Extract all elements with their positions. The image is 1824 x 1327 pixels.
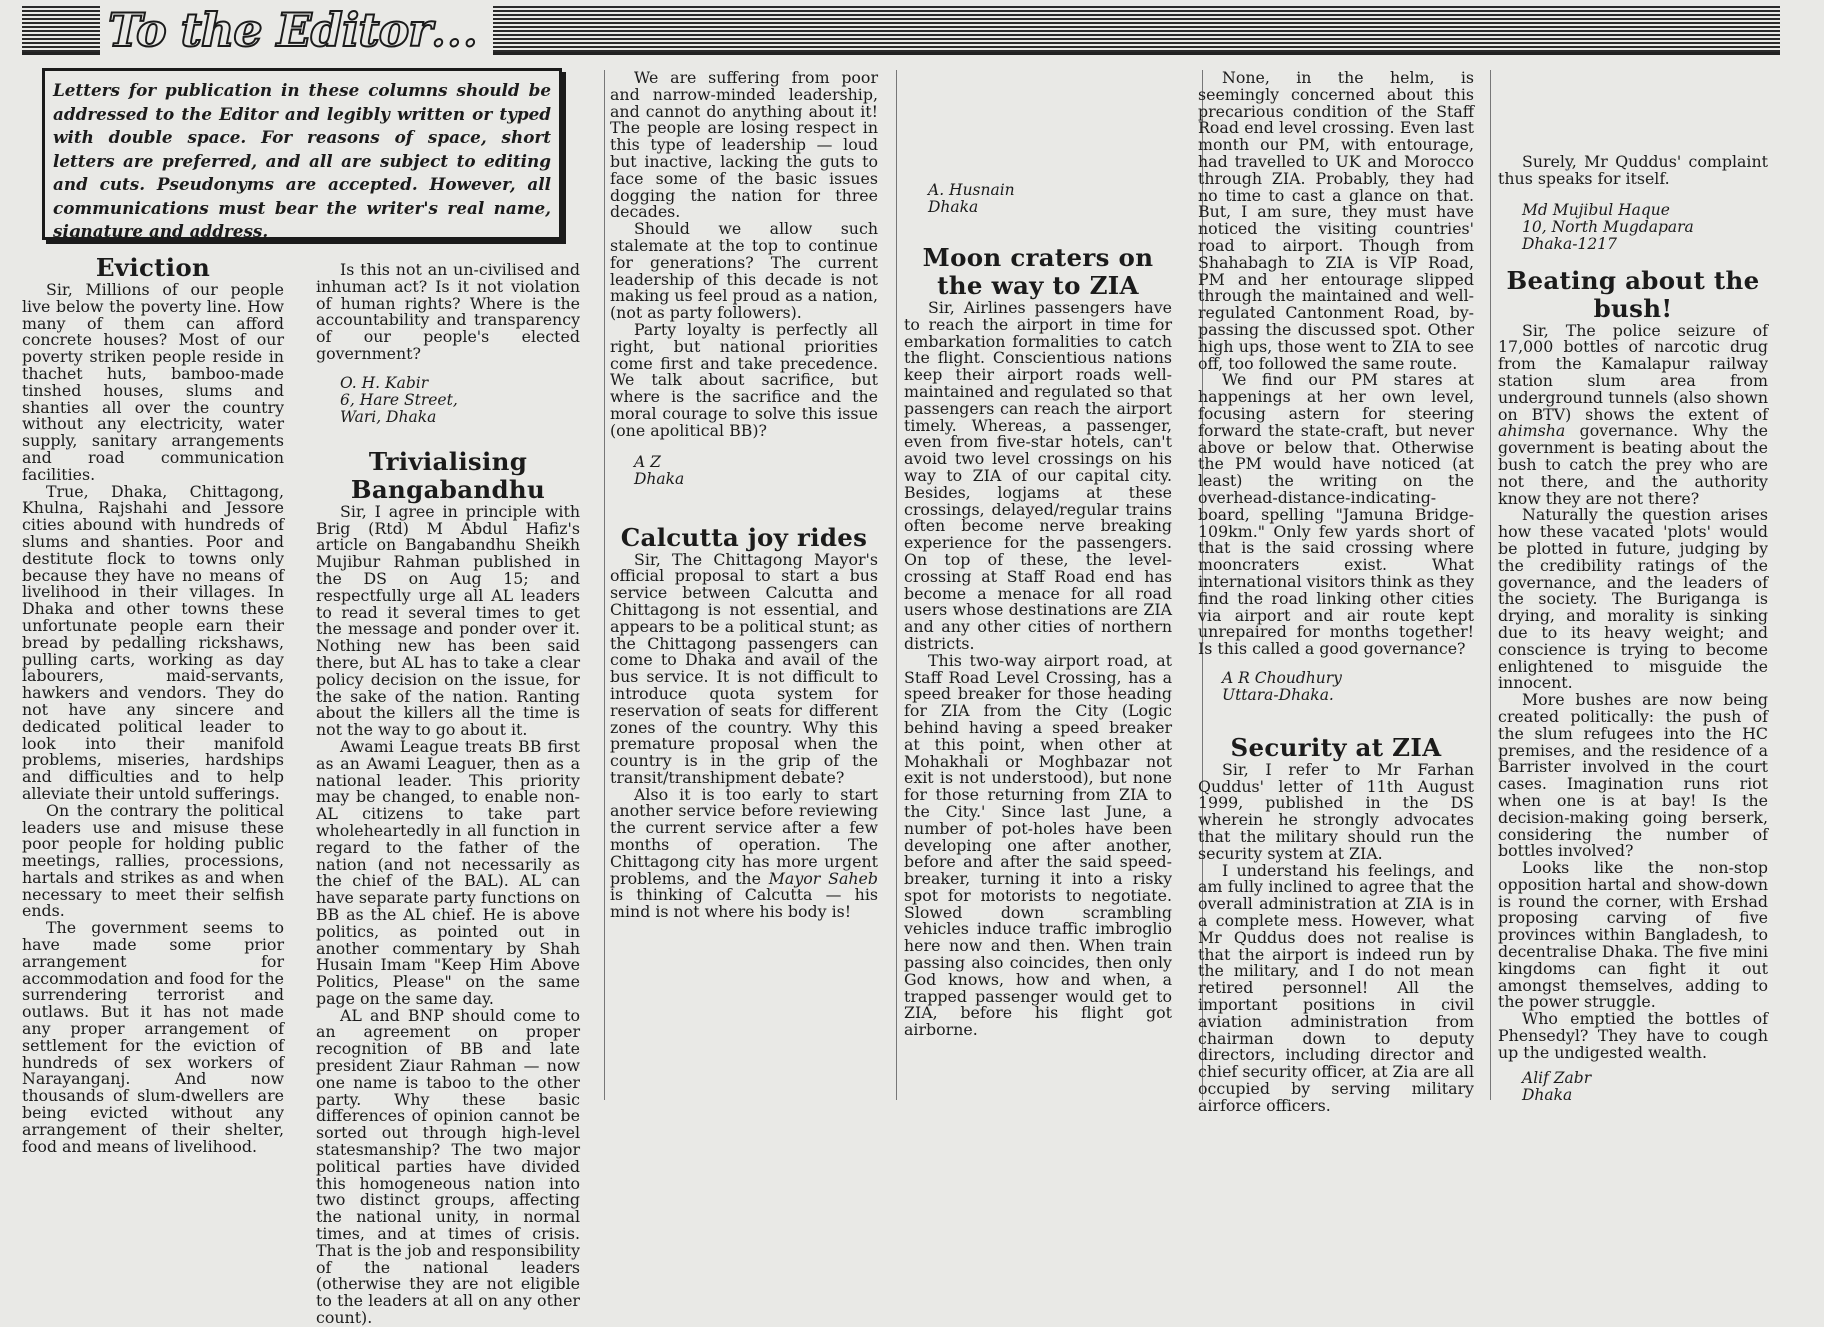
signature-address: Dhaka [634, 469, 685, 488]
headline-beating: Beating about the bush! [1506, 265, 1760, 323]
column-4 [904, 70, 1172, 1124]
signature-address: Wari, Dhaka [340, 407, 437, 426]
column-rule [1490, 70, 1491, 1100]
signature-kabir [316, 375, 580, 426]
signature-haque [1498, 202, 1768, 253]
signature-az [610, 454, 878, 488]
column-3 [610, 70, 878, 1124]
calcutta-para-2-emphasis: Mayor Saheb [768, 868, 878, 888]
column-1 [22, 253, 284, 1156]
trivialising-para-6: Party loyalty is perfectly all right, but national priorities come first and take precedence. We talk about sacrifice, but where is the sacrifice and the moral courage to solve this issue (one apolitical BB)? [610, 319, 878, 440]
moon-para-1: Sir, Airlines passengers have to reach the airport in time for embarkation formalities to catch the flight. Conscientious nations keep their airport roads well-maintained and regulated so that passengers can reach the airport timely. Whereas, a passenger, even from five-star hotels, can't avoid two level crossings on his way to ZIA of our capital city. Besides, logjams at these crossings, delayed/regular trains often become nerve breaking experience for the passengers. On top of these, the level-crossing at Staff Road end has become a menace for all road users whose destinations are ZIA and any other cities of northern districts. [904, 298, 1172, 653]
section-title-text: To the Editor [108, 3, 432, 57]
eviction-para-5: Is this not an un-civilised and inhuman act? Is it not violation of human rights? Where is the accountability and transparency of our people's elected government? [316, 260, 580, 363]
signature-name: Alif Zabr [1522, 1068, 1592, 1087]
beating-para-5: Who emptied the bottles of Phensedyl? They have to cough up the undigested wealth. [1498, 1009, 1768, 1062]
headline-calcutta: Calcutta joy rides [620, 522, 868, 552]
column-2 [316, 260, 580, 1327]
security-para-1: Sir, I refer to Mr Farhan Quddus' letter of 11th August 1999, published in the DS wherein he strongly advocates that the military should run the security system at ZIA. [1198, 759, 1474, 863]
eviction-para-2: True, Dhaka, Chittagong, Khulna, Rajshahi and Jessore cities abound with hundreds of slums and shanties. Poor and destitute flock to towns only because they have no means of livelihood in their villages. In Dhaka and other towns these unfortunate people earn their bread by pedalling rickshaws, pulling carts, working as day labourers, maid-servants, hawkers and vendors. They do not have any sincere and dedicated political leader to look into their manifold problems, miseries, hardships and difficulties and to help alleviate their untold sufferings. [22, 481, 284, 803]
security-para-2: I understand his feelings, and am fully inclined to agree that the overall administration at ZIA is in a complete mess. However, what Mr Quddus does not realise is that the airport is indeed run by the military, and I do not mean retired personnel! All the important positions in civil aviation administration from chairman down to deputy directors, including director and chief security officer, at Zia are all occupied by serving military airforce officers. [1198, 860, 1474, 1115]
section-title [100, 2, 493, 61]
signature-address: 10, North Mugdapara [1522, 217, 1694, 236]
signature-address: 6, Hare Street, [340, 390, 458, 409]
beating-para-3: More bushes are now being created politically: the push of the slum refugees into the HC premises, and the residence of a Barrister involved in the court cases. Imagination runs riot when one is at bay! Is the decision-making going berserk, considering the number of bottles involved? [1498, 690, 1768, 861]
moon-para-2: This two-way airport road, at Staff Road Level Crossing, has a speed breaker for those heading for ZIA from the City (Logic behind having a speed breaker at this point, when other at Mohakhali or Moghbazar not exit is not understood), but none for those returning from ZIA to the City.' Since last June, a number of pot-holes have been developing one after another, before and after the said speed-breaker, turning it into a risky spot for motorists to negotiate. Slowed down scrambling vehicles induce traffic imbroglio here now and then. When train passing also coincides, then only God knows, how and when, a trapped passenger would get to ZIA, before his flight got airborne. [904, 650, 1172, 1040]
headline-trivialising: Trivialising Bangabandhu [350, 446, 546, 504]
signature-choudhury [1198, 670, 1474, 704]
column-rule [604, 70, 605, 1100]
section-title-dots: ... [431, 9, 480, 56]
column-5 [1198, 70, 1474, 1124]
column-rule [896, 70, 897, 1100]
trivialising-para-5: Should we allow such stalemate at the top to continue for generations? The current leadership of this decade is not making us feel proud as a nation, (not as party followers). [610, 219, 878, 323]
eviction-para-4: The government seems to have made some prior arrangement for accommodation and food for the surrendering terrorist and outlaws. But it has not made any proper arrangement of settlement for the eviction of hundreds of sex workers of Narayanganj. And now thousands of slum-dwellers are being evicted without any arrangement of their shelter, food and means of livelihood. [22, 918, 284, 1156]
signature-name: Md Mujibul Haque [1522, 200, 1670, 219]
beating-para-1-text-end: governance. Why the government is beating about the bush to catch the prey who are not there, and the authority know they are not there? [1498, 421, 1768, 508]
calcutta-para-2 [610, 784, 878, 922]
trivialising-para-3: AL and BNP should come to an agreement on proper recognition of BB and late president Ziaur Rahman — now one name is taboo to the other party. Why these basic differences of opinion cannot be sorted out through high-level statesmanship? The two major political parties have divided this homogeneous nation into two distinct groups, affecting the national unity, in normal times, and at times of crisis. That is the job and responsibility of the national leaders (otherwise they are not eligible to the leaders at all on any other count). [316, 1005, 580, 1327]
signature-address: Dhaka [1522, 1085, 1573, 1104]
column-6 [1498, 70, 1768, 1124]
signature-zabr [1498, 1070, 1768, 1104]
trivialising-para-1: Sir, I agree in principle with Brig (Rtd) M Abdul Hafiz's article on Bangabandhu Sheikh Mujibur Rahman published in the DS on Aug 15; and respectfully urge all AL leaders to read it several times to get the message and ponder over it. Nothing new has been said there, but AL has to take a clear policy decision on the issue, for the sake of the nation. Ranting about the killers all the time is not the way to go about it. [316, 501, 580, 740]
trivialising-para-4: We are suffering from poor and narrow-minded leadership, and cannot do anything about it! The people are losing respect in this type of leadership — loud but inactive, lacking the guts to face some of the basic issues dogging the nation for three decades. [610, 68, 878, 222]
security-continued-space [1498, 70, 1768, 154]
trivialising-para-2: Awami League treats BB first as an Awami Leaguer, then as a national leader. This priority may be changed, to enable non-AL citizens to take part wholeheartedly in all function in regard to the father of the nation (and not necessarily as the chief of the BAL). AL can have separate party functions on BB as the AL chief. He is above politics, as pointed out in another commentary by Shah Husain Imam "Keep Him Above Politics, Please" on the same page on the same day. [316, 736, 580, 1008]
headline-eviction: Eviction [95, 253, 211, 282]
eviction-para-1: Sir, Millions of our people live below the poverty line. How many of them can afford concrete houses? Most of our poverty striken people reside in thachet huts, bamboo-made tinshed houses, slums and shanties all over the country without any electricity, water supply, sanitary arrangements and road communication facilities. [22, 280, 284, 484]
security-para-3: Surely, Mr Quddus' complaint thus speaks for itself. [1498, 152, 1768, 188]
signature-address: Uttara-Dhaka. [1222, 685, 1334, 704]
beating-para-1 [1498, 320, 1768, 508]
moon-para-4: We find our PM stares at happenings at her own level, focusing astern for steering forward the state-craft, but never above or below that. Otherwise the PM would have noticed (at least) the writing on the overhead-distance-indicating-board, spelling "Jamuna Bridge-109km." Only few yards short of that is the said crossing where mooncraters exist. What international visitors think as they find the road linking other cities via airport and air route kept unrepaired for months together! Is this called a good governance? [1198, 370, 1474, 659]
calcutta-para-2-text: Also it is too early to start another service before reviewing the current service after a few months of operation. The Chittagong city has more urgent problems, and the [610, 784, 878, 888]
headline-security: Security at ZIA [1230, 732, 1442, 762]
calcutta-para-1: Sir, The Chittagong Mayor's official proposal to start a bus service between Calcutta and Chittagong is not essential, and appears to be a political stunt; as the Chittagong passengers can come to Dhaka and avail of the bus service. It is not difficult to introduce quota system for reservation of seats for different zones of the country. Why this premature proposal when the country is in the grip of the transit/transhipment debate? [610, 549, 878, 787]
masthead [22, 3, 1780, 57]
eviction-para-3: On the contrary the political leaders use and misuse these poor people for holding public meetings, rallies, processions, hartals and strikes as and when necessary to meet their selfish ends. [22, 800, 284, 921]
calcutta-para-2-text-end: is thinking of Calcutta — his mind is not where his body is! [610, 885, 878, 922]
signature-address: Dhaka-1217 [1522, 234, 1617, 253]
signature-address: Dhaka [928, 198, 979, 216]
signature-name: A R Choudhury [1222, 668, 1342, 687]
calcutta-continued-space [904, 70, 1172, 172]
signature-name: A. Husnain [928, 181, 1015, 199]
beating-para-1-text: Sir, The police seizure of 17,000 bottles of narcotic drug from the Kamalapur railway station slum area from underground tunnels (also shown on BTV) shows the extent of [1498, 320, 1768, 424]
headline-moon-craters: Moon craters on the way to ZIA [922, 243, 1154, 300]
editor-notice-text: Letters for publication in these columns should be addressed to the Editor and legibly written or typed with double space. For reasons of space, short letters are preferred, and all are subject to editing and cuts. Pseudonyms are accepted. However, all communications must bear the writer's real name, signature and address. [53, 80, 551, 241]
beating-para-1-emphasis: ahimsha [1498, 421, 1566, 441]
editor-notice-box [42, 68, 562, 240]
beating-para-2: Naturally the question arises how these vacated 'plots' would be plotted in future, judging by the credibility ratings of the governance, and the leaders of the society. The Buriganga is drying, and morality is sinking due to its heavy weight; and conscience is trying to become enlightened to misguide the innocent. [1498, 505, 1768, 693]
signature-name: O. H. Kabir [340, 373, 429, 392]
beating-para-4: Looks like the non-stop opposition hartal and show-down is round the corner, with Ershad proposing carving of five provinces within Bangladesh, to decentralise Dhaka. The five mini kingdoms can fight it out amongst themselves, adding to the power struggle. [1498, 858, 1768, 1012]
signature-name: A Z [634, 452, 661, 471]
moon-para-3: None, in the helm, is seemingly concerned about this precarious condition of the Staff Road end level crossing. Even last month our PM, with entourage, had travelled to UK and Morocco through ZIA. Probably, they had no time to cast a glance on that. But, I am sure, they must have noticed the visiting countries' road to airport. Though from Shahabagh to ZIA is VIP Road, PM and her entourage slipped through the maintained and well-regulated Cantonment Road, by-passing the discussed spot. Other high ups, those went to ZIA to see off, too followed the same route. [1198, 68, 1474, 373]
signature-husnain [904, 182, 1172, 216]
